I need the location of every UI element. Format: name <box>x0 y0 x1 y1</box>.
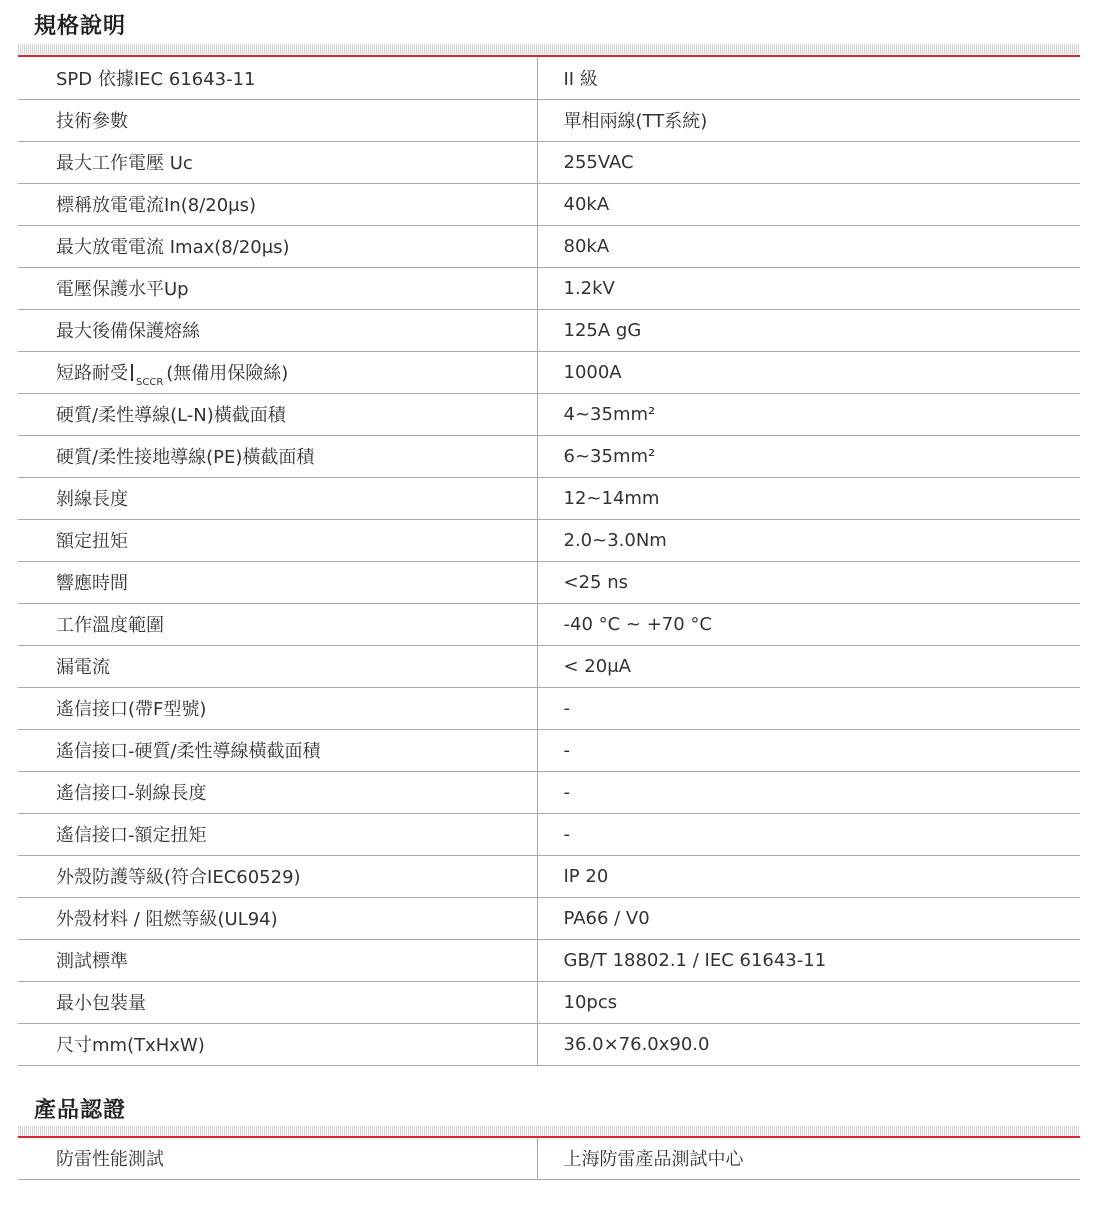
table-row <box>18 351 1080 393</box>
table-row <box>18 57 1080 99</box>
table-row <box>18 981 1080 1023</box>
table-row <box>18 939 1080 981</box>
table-row <box>18 141 1080 183</box>
spec-label: 遙信接口-剝線長度 <box>18 771 537 813</box>
spec-dotted-divider <box>18 44 1080 54</box>
table-row <box>18 729 1080 771</box>
table-row <box>18 897 1080 939</box>
spec-value: 40kA <box>537 183 1080 225</box>
table-row <box>18 561 1080 603</box>
spec-value: II 級 <box>537 57 1080 99</box>
spec-label <box>18 351 537 393</box>
spec-label: 最大工作電壓 Uc <box>18 141 537 183</box>
cert-section-title: 產品認證 <box>34 1098 127 1123</box>
spec-value: <25 ns <box>537 561 1080 603</box>
table-row <box>18 1138 1080 1179</box>
spec-label: 硬質/柔性接地導線(PE)橫截面積 <box>18 435 537 477</box>
spec-label: 最大放電電流 Imax(8/20μs) <box>18 225 537 267</box>
spec-value: - <box>537 813 1080 855</box>
table-row <box>18 225 1080 267</box>
cert-table <box>18 1138 1080 1180</box>
spec-label: 工作溫度範圍 <box>18 603 537 645</box>
spec-value: 6~35mm² <box>537 435 1080 477</box>
spec-label: 外殼材料 / 阻燃等級(UL94) <box>18 897 537 939</box>
table-row <box>18 645 1080 687</box>
spec-value: 36.0×76.0x90.0 <box>537 1023 1080 1065</box>
spec-value: 125A gG <box>537 309 1080 351</box>
table-row <box>18 603 1080 645</box>
table-row <box>18 435 1080 477</box>
spec-label: 最小包裝量 <box>18 981 537 1023</box>
table-row <box>18 1023 1080 1065</box>
spec-value: 單相兩線(TT系統) <box>537 99 1080 141</box>
table-row <box>18 393 1080 435</box>
table-row <box>18 99 1080 141</box>
sccr-subscript: SCCR <box>136 377 164 388</box>
table-row <box>18 813 1080 855</box>
spec-value: 2.0~3.0Nm <box>537 519 1080 561</box>
spec-label: 標稱放電電流In(8/20μs) <box>18 183 537 225</box>
spec-value: 255VAC <box>537 141 1080 183</box>
spec-label: SPD 依據IEC 61643-11 <box>18 57 537 99</box>
table-row <box>18 183 1080 225</box>
spec-value: 10pcs <box>537 981 1080 1023</box>
spec-label: 遙信接口-硬質/柔性導線橫截面積 <box>18 729 537 771</box>
spec-label: 硬質/柔性導線(L-N)橫截面積 <box>18 393 537 435</box>
spec-value: < 20μA <box>537 645 1080 687</box>
table-row <box>18 687 1080 729</box>
spec-value: 4~35mm² <box>537 393 1080 435</box>
spec-label: 最大後備保護熔絲 <box>18 309 537 351</box>
cert-value: 上海防雷產品測試中心 <box>537 1138 1080 1179</box>
spec-value: -40 °C ~ +70 °C <box>537 603 1080 645</box>
spec-value: - <box>537 687 1080 729</box>
spec-label: 遙信接口-額定扭矩 <box>18 813 537 855</box>
current-symbol-bar <box>131 364 133 381</box>
table-row <box>18 267 1080 309</box>
spec-value: - <box>537 771 1080 813</box>
cert-dotted-divider <box>18 1126 1080 1136</box>
spec-value: PA66 / V0 <box>537 897 1080 939</box>
table-row <box>18 771 1080 813</box>
table-row <box>18 519 1080 561</box>
spec-label: 技術參數 <box>18 99 537 141</box>
spec-value: 1.2kV <box>537 267 1080 309</box>
sccr-label-prefix: 短路耐受 <box>56 363 128 384</box>
spec-label: 電壓保護水平Up <box>18 267 537 309</box>
spec-label: 尺寸mm(TxHxW) <box>18 1023 537 1065</box>
sccr-label-suffix: (無備用保險絲) <box>166 363 289 384</box>
spec-value: - <box>537 729 1080 771</box>
spec-label: 額定扭矩 <box>18 519 537 561</box>
spec-label: 剝線長度 <box>18 477 537 519</box>
cert-label: 防雷性能測試 <box>18 1138 537 1179</box>
spec-label: 測試標準 <box>18 939 537 981</box>
table-row <box>18 855 1080 897</box>
table-row <box>18 477 1080 519</box>
table-row <box>18 309 1080 351</box>
spec-label: 響應時間 <box>18 561 537 603</box>
spec-value: IP 20 <box>537 855 1080 897</box>
spec-label: 外殼防護等級(符合IEC60529) <box>18 855 537 897</box>
spec-label: 漏電流 <box>18 645 537 687</box>
spec-table <box>18 57 1080 1066</box>
spec-value: 80kA <box>537 225 1080 267</box>
spec-value: GB/T 18802.1 / IEC 61643-11 <box>537 939 1080 981</box>
spec-section-title: 規格說明 <box>34 14 127 39</box>
spec-label: 遙信接口(帶F型號) <box>18 687 537 729</box>
spec-value: 1000A <box>537 351 1080 393</box>
spec-value: 12~14mm <box>537 477 1080 519</box>
